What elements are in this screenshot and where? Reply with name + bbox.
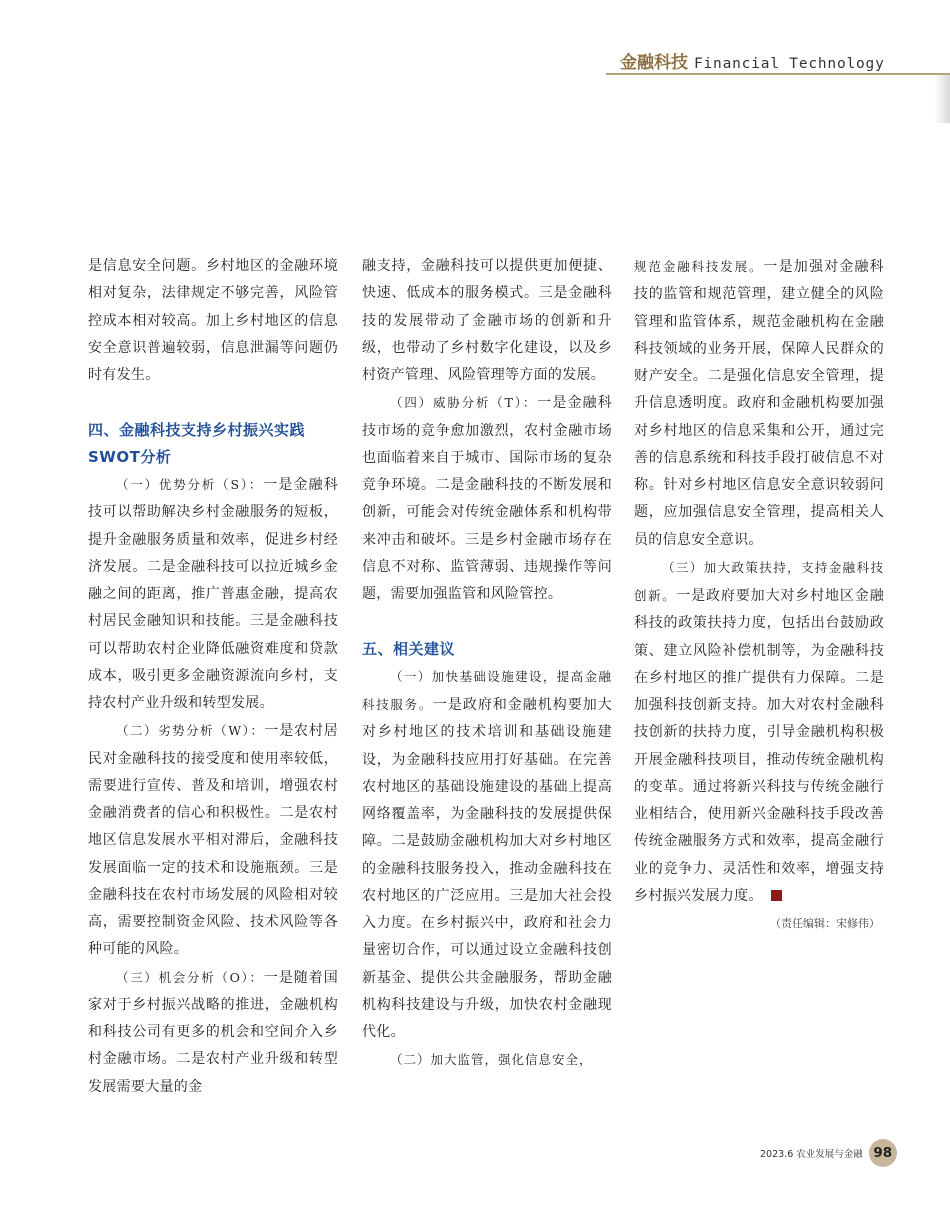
- paragraph-body: 一是农村居民对金融科技的接受度和使用率较低，需要进行宣传、普及和培训，增强农村金融消费者的信心和积极性。二是农村地区信息发展水平相对滞后，金融科技发展面临一定的技术和设施瓶颈。三是金融科技在农村市场发展的风险相对较高，需要控制资金风险、技术风险等各种可能的风险。: [88, 723, 338, 958]
- running-header: [620, 48, 885, 72]
- subsection-lead: 规范金融科技发展。: [634, 259, 764, 274]
- paragraph: [634, 554, 884, 910]
- subsection-lead: （三）加大政策扶持，支持金融科技创新。: [634, 559, 884, 603]
- header-edge-shade: [934, 75, 950, 123]
- subsection-lead: （一）加快基础设施建设，提高金融科技服务。: [362, 668, 612, 712]
- section-heading: 四、金融科技支持乡村振兴实践SWOT分析: [88, 420, 306, 466]
- paragraph: [88, 717, 338, 963]
- responsible-editor: （责任编辑：宋修伟）: [770, 917, 880, 930]
- paragraph-body: 一是加强对金融科技的监管和规范管理，建立健全的风险管理和监管体系，规范金融机构在金融科技领域的业务开展，保障人民群众的财产安全。二是强化信息安全管理，提升信息透明度。政府和金融机构要加强对乡村地区的信息采集和公开，通过完善的信息系统和科技手段打破信息不对称。针对乡村地区信息安全意识较弱问题，应加强信息安全管理，提高相关人员的信息安全意识。: [634, 259, 884, 548]
- paragraph-body: 一是金融科技市场的竞争愈加激烈，农村金融市场也面临着来自于城市、国际市场的复杂竞争环境。二是金融科技的不断发展和创新，可能会对传统金融体系和机构带来冲击和破坏。三是乡村金融市场存在信息不对称、监管薄弱、违规操作等问题，需要加强监管和风险管控。: [362, 395, 612, 602]
- paragraph: 融支持，金融科技可以提供更加便捷、快速、低成本的服务模式。三是金融科技的发展带动了金融市场的创新和升级，也带动了乡村数字化建设，以及乡村资产管理、风险管理等方面的发展。: [362, 258, 612, 383]
- spacer: [362, 608, 612, 635]
- page-number-badge: 98: [869, 1139, 897, 1167]
- subsection-lead: （一）优势分析（S）：: [116, 477, 264, 492]
- paragraph: [362, 663, 612, 1047]
- section-heading: 五、相关建议: [362, 639, 456, 658]
- subsection-lead: （三）机会分析（O）：: [116, 969, 264, 985]
- paragraph: [88, 964, 338, 1101]
- paragraph-body: 一是金融科技可以帮助解决乡村金融服务的短板，提升金融服务质量和效率，促进乡村经济发展。二是金融科技可以拉近城乡金融之间的距离，推广普惠金融，提高农村居民金融知识和技能。三是金融科技可以帮助农村企业降低融资难度和贷款成本，吸引更多金融资源流向乡村，支持农村产业升级和转型发展。: [88, 477, 338, 711]
- text-column-1: [88, 253, 338, 1101]
- paragraph-body: 一是政府和金融机构要加大对乡村地区的技术培训和基础设施建设，为金融科技应用打好基础。在完善农村地区的基础设施建设的基础上提高网络覆盖率，为金融科技的发展提供保障。二是鼓励金融机构加大对乡村地区的金融科技服务投入，推动金融科技在农村地区的广泛应用。三是加大社会投入力度。在乡村振兴中，政府和社会力量密切合作，可以通过设立金融科技创新基金、提供公共金融服务，帮助金融机构科技建设与升级，加快农村金融现代化。: [362, 697, 612, 1040]
- text-column-2: [362, 253, 612, 1075]
- paragraph: [634, 253, 884, 554]
- subsection-lead: （二）劣势分析（W）：: [116, 723, 265, 739]
- paragraph: [88, 471, 338, 717]
- paragraph: [362, 389, 612, 608]
- issue-label: 2023.6 农业发展与金融: [760, 1149, 863, 1160]
- paragraph-body: 一是随着国家对于乡村振兴战略的推进，金融机构和科技公司有更多的机会和空间介入乡村金融市场。二是农村产业升级和转型发展需要大量的金: [88, 969, 339, 1095]
- article-end-mark: [771, 890, 782, 901]
- page-footer: [760, 1140, 897, 1166]
- subsection-lead: （二）加大监管，强化信息安全，: [390, 1052, 593, 1068]
- section-title-en: Financial Technology: [694, 56, 885, 72]
- section-title-cn: 金融科技: [620, 53, 688, 73]
- paragraph-body: 一是政府要加大对乡村地区金融科技的政策扶持力度，包括出台鼓励政策、建立风险补偿机制等，为金融科技在乡村地区的推广提供有力保障。二是加强科技创新支持。加大对农村金融科技创新的扶持力度，引导金融机构积极开展金融科技项目，推动传统金融机构的变革。通过将新兴科技与传统金融行业相结合，使用新兴金融科技手段改善传统金融服务方式和效率，提高金融行业的竞争力、灵活性和效率，增强支持乡村振兴发展力度。: [634, 588, 884, 904]
- text-column-3: [634, 253, 884, 937]
- subsection-lead: （四）威胁分析（T）：: [390, 395, 538, 411]
- header-rule: [606, 73, 950, 75]
- paragraph: 是信息安全问题。乡村地区的金融环境相对复杂，法律规定不够完善，风险管控成本相对较高。加上乡村地区的信息安全意识普遍较弱，信息泄漏等问题仍时有发生。: [88, 258, 338, 383]
- spacer: [88, 389, 338, 416]
- paragraph: [362, 1046, 612, 1074]
